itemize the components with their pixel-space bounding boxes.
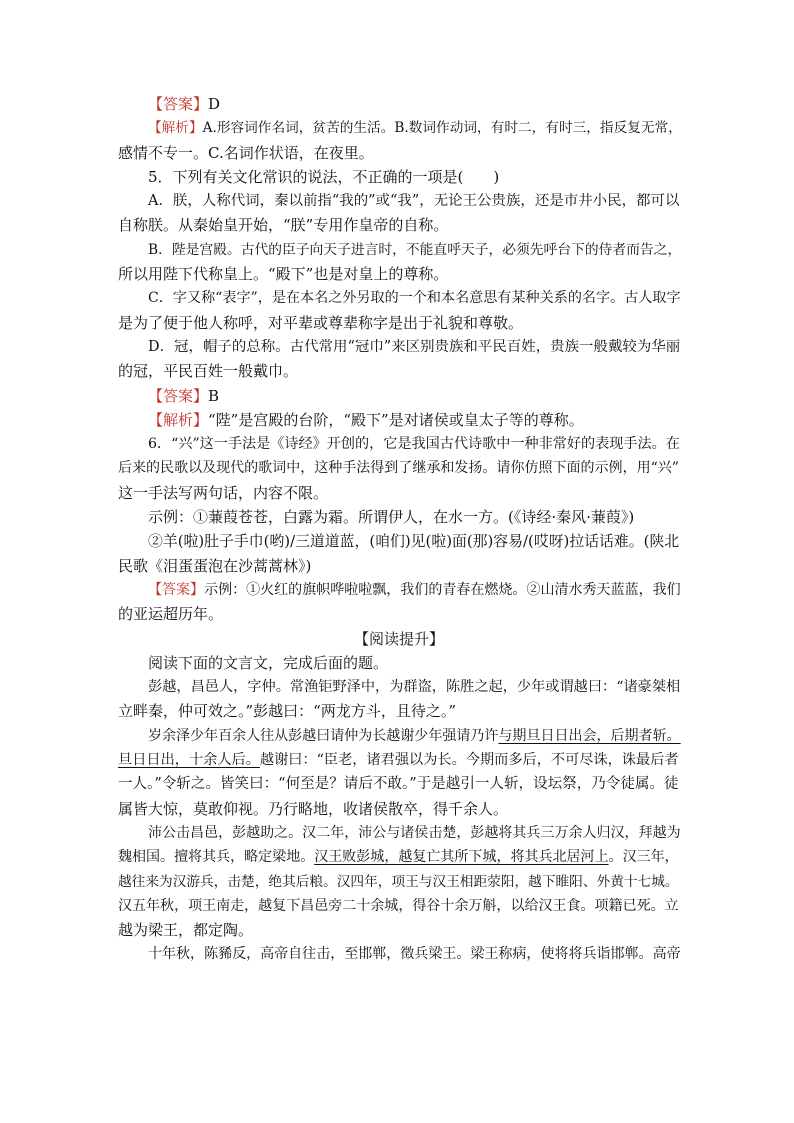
q4-answer: [118, 92, 680, 116]
q6-stem-cont-1: 后来的民歌以及现代的歌词中，这种手法得到了继承和发扬。请你仿照下面的示例，用“兴”: [118, 460, 679, 477]
q5-answer: [118, 384, 680, 408]
q6-example-2: ②羊(啦)肚子手巾(哟)/三道道蓝，(咱们)见(啦)面(那)容易/(哎呀)拉话话难。(陕北: [148, 532, 680, 551]
q4-answer-value: D: [208, 95, 221, 113]
passage-paragraph-1-cont: 立畔秦，仲可效之。”彭越曰：“两龙方斗，且待之。”: [118, 702, 457, 721]
q5-answer-value: B: [208, 386, 220, 405]
passage-paragraph-3-cont-3: 汉五年秋，项王南走，越复下昌邑旁二十余城，得谷十余万斛，以给汉王食。项籍已死。立: [118, 897, 679, 914]
q5-option-a: A．朕，人称代词，秦以前指“我的”或“我”，无论王公贵族，还是市井小民，都可以: [148, 193, 680, 210]
passage-paragraph-3-cont-1: 魏相国。擅将其兵，略定梁地。汉王败彭城，越复亡其所下城，将其兵北居河上。汉三年，: [118, 849, 679, 866]
q5-option-a-cont: 自称朕。从秦始皇开始，“朕”专用作皇帝的自称。: [118, 216, 449, 235]
page-content: [118, 92, 680, 967]
q5-option-c-cont: 是为了便于他人称呼，对平辈或尊辈称字是出于礼貌和尊敬。: [118, 313, 524, 332]
answer-tag: 【答案】: [148, 581, 205, 598]
passage-paragraph-3-cont-4: 越为梁王，都定陶。: [118, 921, 254, 940]
q6-answer-cont: 的亚运超历年。: [118, 605, 224, 624]
q5-option-b-cont: 所以用陛下代称皇上。“殿下”也是对皇上的尊称。: [118, 265, 449, 284]
answer-tag: 【答案】: [148, 95, 209, 113]
analysis-tag: 【解析】: [148, 410, 209, 429]
underlined-sentence-2: 汉王败彭城，越复亡其所下城，将其兵北居河上: [314, 849, 609, 866]
underlined-sentence-1-cont: 旦日日出，十余人后。: [118, 752, 260, 769]
passage-paragraph-4: 十年秋，陈豨反，高帝自往击，至邯郸，徵兵梁王。梁王称病，使将将兵诣邯郸。高帝: [148, 946, 681, 963]
underlined-sentence-1: 与期旦日日出会，后期者斩。: [498, 727, 681, 744]
passage-paragraph-2: 岁余泽少年百余人往从彭越曰请仲为长越谢少年强请乃许与期旦日日出会，后期者斩。: [148, 727, 681, 744]
q6-example-2-cont: 民歌《泪蛋蛋泡在沙蒿蒿林》): [118, 556, 312, 575]
q5-option-d-cont: 的冠，平民百姓一般戴巾。: [118, 362, 299, 381]
passage-paragraph-3: 沛公击昌邑，彭越助之。汉二年，沛公与诸侯击楚，彭越将其兵三万余人归汉，拜越为: [148, 824, 681, 841]
q6-stem-cont-2: 这一手法写两句话，内容不限。: [118, 483, 329, 502]
passage-paragraph-1: 彭越，昌邑人，字仲。常渔钜野泽中，为群盗，陈胜之起，少年或谓越曰：“诸豪桀相: [148, 679, 681, 696]
passage-paragraph-2-cont-1: 旦日日出，十余人后。越谢曰：“臣老，诸君强以为长。今期而多后，不可尽诛，诛最后者: [118, 752, 679, 769]
q4-analysis: 【解析】A.形容词作名词，贫苦的生活。B.数词作动词，有时二，有时三，指反复无常，: [148, 120, 682, 137]
section-heading: 【阅读提升】: [353, 629, 444, 648]
reading-intro: 阅读下面的文言文，完成后面的题。: [148, 653, 389, 672]
passage-paragraph-3-cont-2: 越往来为汉游兵，击楚，绝其后粮。汉四年，项王与汉王相距荥阳，越下睢阳、外黄十七城。: [118, 873, 679, 890]
passage-paragraph-2-cont-2: 一人。”令斩之。皆笑曰：“何至是？请后不敢。”于是越引一人斩，设坛祭，乃令徒属。徒: [118, 775, 679, 793]
passage-paragraph-2-cont-3: 属皆大惊，莫敢仰视。乃行略地，收诸侯散卒，得千余人。: [118, 799, 509, 818]
q5-stem: 5．下列有关文化常识的说法，不正确的一项是( ): [148, 167, 500, 186]
q6-answer: 【答案】示例：①火红的旗帜哗啦啦飘，我们的青春在燃烧。②山清水秀天蓝蓝，我们: [148, 581, 681, 598]
q5-analysis: 【解析】“陛”是宫殿的台阶，“殿下”是对诸侯或皇太子等的尊称。: [148, 410, 584, 429]
q5-option-c: C．字又称“表字”，是在本名之外另取的一个和本名意思有某种关系的名字。古人取字: [148, 290, 681, 307]
q6-stem: 6．“兴”这一手法是《诗经》开创的，它是我国古代诗歌中一种非常好的表现手法。在: [148, 436, 680, 453]
analysis-tag: 【解析】: [148, 120, 203, 137]
q5-option-b: B．陛是宫殿。古代的臣子向天子进言时，不能直呼天子，必须先呼台下的侍者而告之，: [148, 241, 682, 258]
q6-example-1: 示例：①蒹葭苍苍，白露为霜。所谓伊人，在水一方。(《诗经·秦风·蒹葭》): [148, 508, 635, 527]
answer-tag: 【答案】: [148, 386, 209, 405]
q5-option-d: D．冠，帽子的总称。古代常用“冠巾”来区别贵族和平民百姓，贵族一般戴较为华丽: [148, 338, 681, 355]
q4-analysis-cont: 感情不专一。C.名词作状语，在夜里。: [118, 143, 374, 162]
